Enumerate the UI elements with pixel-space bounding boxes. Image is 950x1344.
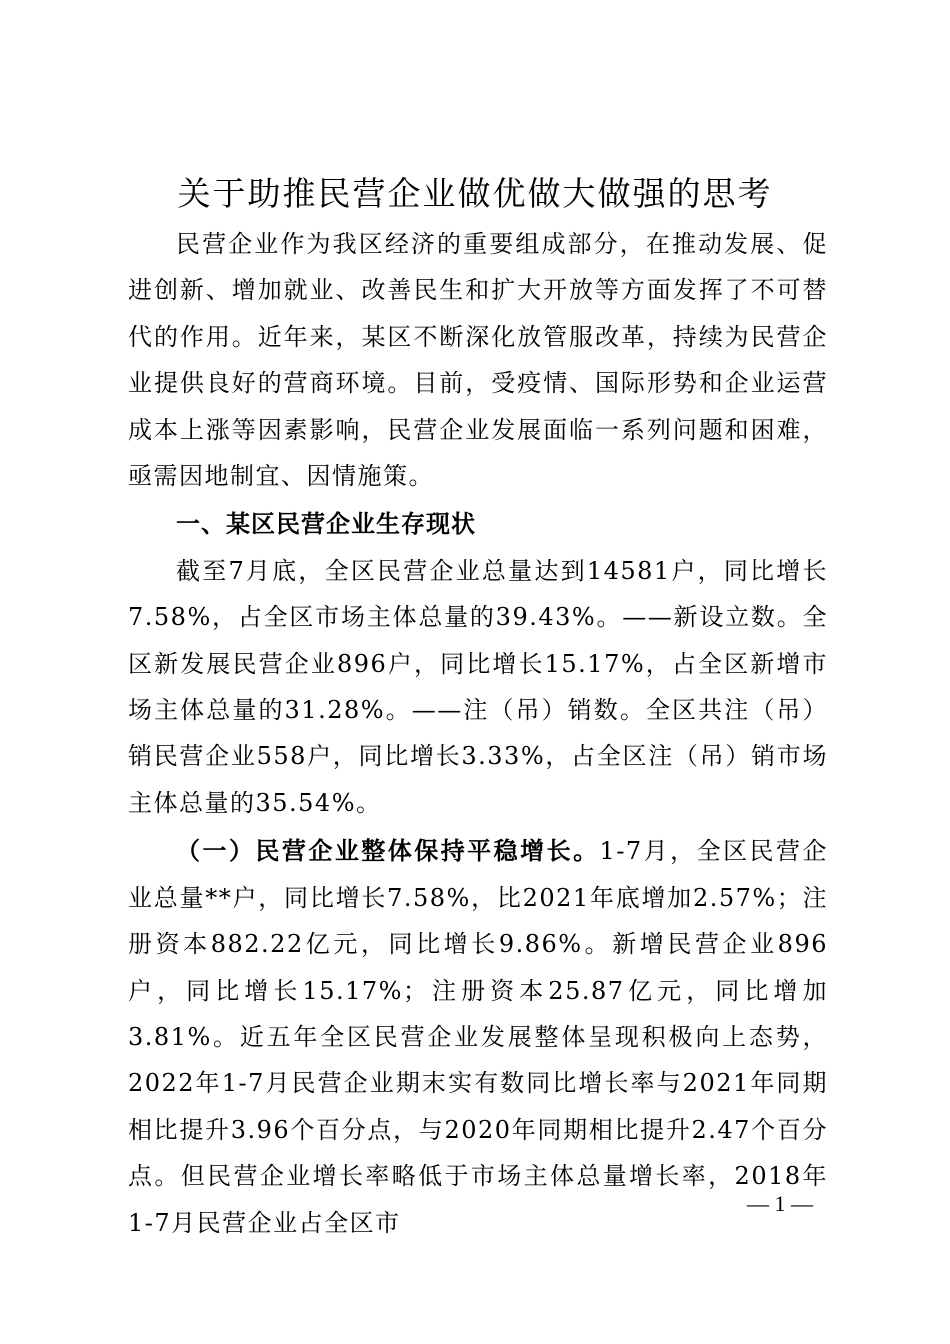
section-heading-1: 一、某区民营企业生存现状	[176, 510, 476, 539]
subsection1-paragraph	[128, 828, 828, 1246]
section1-paragraph: 截至7月底，全区民营企业总量达到14581户，同比增长7.58%，占全区市场主体总量的39.43%。——新设立数。全区新发展民营企业896户，同比增长15.17%，占全区新增市场主体总量的31.28%。——注（吊）销数。全区共注（吊）销民营企业558户，同比增长3.33%，占全区注（吊）销市场主体总量的35.54%。	[128, 556, 828, 817]
subsection1-lead: （一）民营企业整体保持平稳增长。	[176, 836, 600, 866]
subsection1-text: 1-7月，全区民营企业总量**户，同比增长7.58%，比2021年底增加2.57%；注册资本882.22亿元，同比增长9.86%。新增民营企业896户，同比增长15.17%；注册资本25.87亿元，同比增加3.81%。近五年全区民营企业发展整体呈现积极向上态势，2022年1-7月民营企业期末实有数同比增长率与2021年同期相比提升3.96个百分点，与2020年同期相比提升2.47个百分点。但民营企业增长率略低于市场主体总量增长率，2018年1-7月民营企业占全区市	[128, 837, 828, 1237]
page-number: — 1 —	[747, 1191, 813, 1216]
document-title: 关于助推民营企业做优做大做强的思考	[177, 174, 773, 213]
document-body	[128, 221, 828, 1246]
intro-paragraph: 民营企业作为我区经济的重要组成部分，在推动发展、促进创新、增加就业、改善民生和扩大开放等方面发挥了不可替代的作用。近年来，某区不断深化放管服改革，持续为民营企业提供良好的营商环境。目前，受疫情、国际形势和企业运营成本上涨等因素影响，民营企业发展面临一系列问题和困难，亟需因地制宜、因情施策。	[128, 230, 828, 491]
